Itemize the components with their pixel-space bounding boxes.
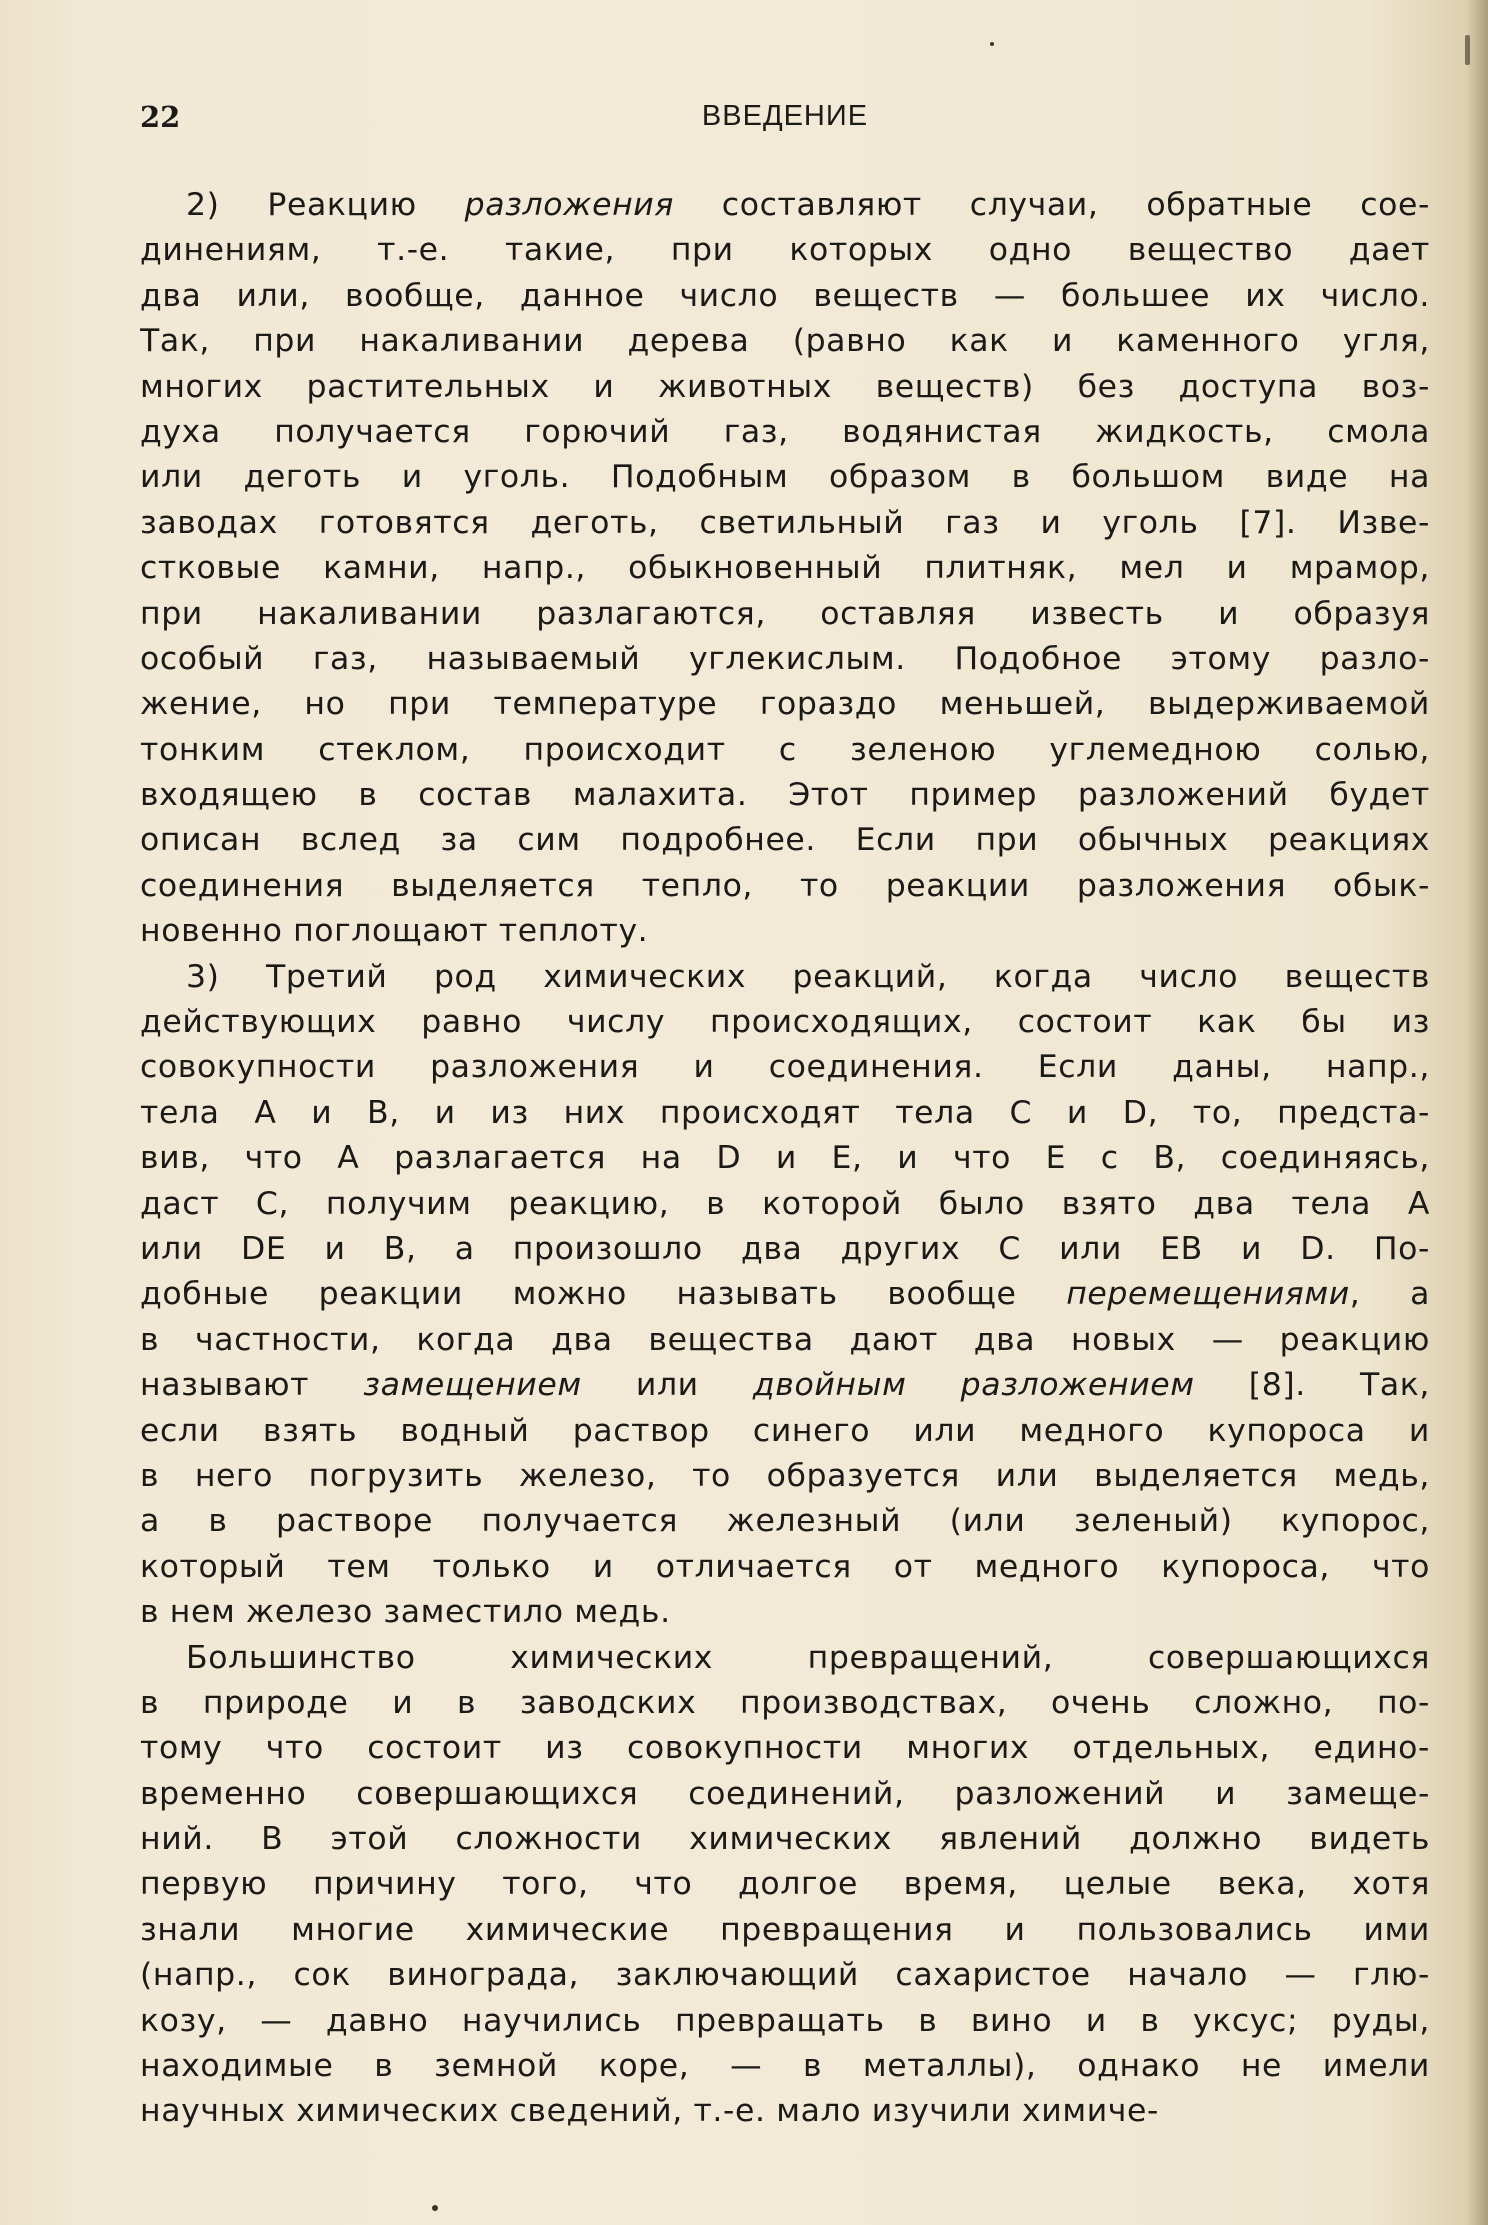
text-line: соединения выделяется тепло, то реакции разложения обык- (140, 867, 1430, 904)
text-line: а в растворе получается железный (или зеленый) купорос, (140, 1503, 1430, 1540)
text-line: в нем железо заместило медь. (140, 1594, 671, 1631)
text-line: особый газ, называемый углекислым. Подобное этому разло- (140, 640, 1430, 677)
text-line: тому что состоит из совокупности многих отдельных, едино- (140, 1730, 1430, 1767)
text-line: или деготь и уголь. Подобным образом в большом виде на (140, 459, 1430, 496)
body-text (140, 183, 1430, 2135)
print-speck (990, 42, 994, 46)
page-number: 22 (140, 100, 181, 134)
text-line: вив, что A разлагается на D и E, и что E с B, соединяясь, (140, 1140, 1430, 1177)
text-line: в природе и в заводских производствах, очень сложно, по- (140, 1684, 1430, 1721)
text-line: в частности, когда два вещества дают два новых — реакцию (140, 1321, 1430, 1358)
text-line: Большинство химических превращений, совершающихся (186, 1639, 1430, 1676)
page-header (140, 100, 1430, 146)
text-line: даст C, получим реакцию, в которой было взято два тела A (140, 1185, 1430, 1222)
text-line: знали многие химические превращения и пользовались ими (140, 1911, 1430, 1948)
text-line: тонким стеклом, происходит с зеленою углемедною солью, (140, 731, 1430, 768)
text-line: находимые в земной коре, — в металлы), однако не имели (140, 2048, 1430, 2085)
text-line: который тем только и отличается от медного купороса, что (140, 1548, 1430, 1585)
paragraph (140, 1636, 1430, 2135)
paragraph (140, 183, 1430, 955)
text-line: описан вслед за сим подробнее. Если при обычных реакциях (140, 822, 1430, 859)
text-line: многих растительных и животных веществ) без доступа воз- (140, 368, 1430, 405)
text-line: тела A и B, и из них происходят тела C и D, то, предста- (140, 1094, 1430, 1131)
paragraph (140, 955, 1430, 1636)
page-spine-shadow (1466, 0, 1488, 2225)
text-line: 2) Реакцию разложения составляют случаи, обратные сое- (186, 187, 1430, 223)
print-speck (1465, 35, 1470, 65)
emphasized-term: двойным разложением (752, 1367, 1195, 1404)
text-line: ний. В этой сложности химических явлений должно видеть (140, 1821, 1430, 1858)
text-line: (напр., сок винограда, заключающий сахаристое начало — глю- (140, 1957, 1430, 1994)
text-line: два или, вообще, данное число веществ — большее их число. (140, 277, 1430, 314)
emphasized-term: разложения (464, 187, 674, 223)
running-head: ВВЕДЕНИЕ (701, 100, 869, 132)
text-line: динениям, т.-е. такие, при которых одно вещество дает (140, 232, 1430, 269)
text-line: 3) Третий род химических реакций, когда число веществ (186, 958, 1430, 995)
text-line: временно совершающихся соединений, разложений и замеще- (140, 1775, 1430, 1812)
text-line: первую причину того, что долгое время, целые века, хотя (140, 1866, 1430, 1903)
text-line: называют замещением или двойным разложением [8]. Так, (140, 1367, 1430, 1404)
text-line: научных химических сведений, т.-е. мало изучили химиче- (140, 2093, 1159, 2130)
text-line: козу, — давно научились превращать в вино и в уксус; руды, (140, 2002, 1430, 2039)
text-line: новенно поглощают теплоту. (140, 913, 649, 950)
text-line: заводах готовятся деготь, светильный газ и уголь [7]. Изве- (140, 504, 1430, 541)
text-line: если взять водный раствор синего или медного купороса и (140, 1412, 1430, 1449)
emphasized-term: замещением (363, 1367, 582, 1404)
text-line: Так, при накаливании дерева (равно как и каменного угля, (140, 323, 1430, 360)
text-line: стковые камни, напр., обыкновенный плитняк, мел и мрамор, (140, 550, 1430, 587)
text-line: при накаливании разлагаются, оставляя известь и образуя (140, 595, 1430, 632)
text-line: добные реакции можно называть вообще перемещениями, а (140, 1276, 1430, 1313)
text-line: жение, но при температуре гораздо меньшей, выдерживаемой (140, 686, 1430, 723)
text-line: духа получается горючий газ, водянистая жидкость, смола (140, 413, 1430, 450)
emphasized-term: перемещениями (1066, 1276, 1350, 1313)
text-line: в него погрузить железо, то образуется или выделяется медь, (140, 1457, 1430, 1494)
text-line: или DE и B, а произошло два других C или EB и D. По- (140, 1230, 1430, 1267)
text-line: действующих равно числу происходящих, состоит как бы из (140, 1004, 1430, 1041)
text-line: совокупности разложения и соединения. Если даны, напр., (140, 1049, 1430, 1086)
print-speck (432, 2205, 438, 2211)
text-line: входящею в состав малахита. Этот пример разложений будет (140, 777, 1430, 814)
